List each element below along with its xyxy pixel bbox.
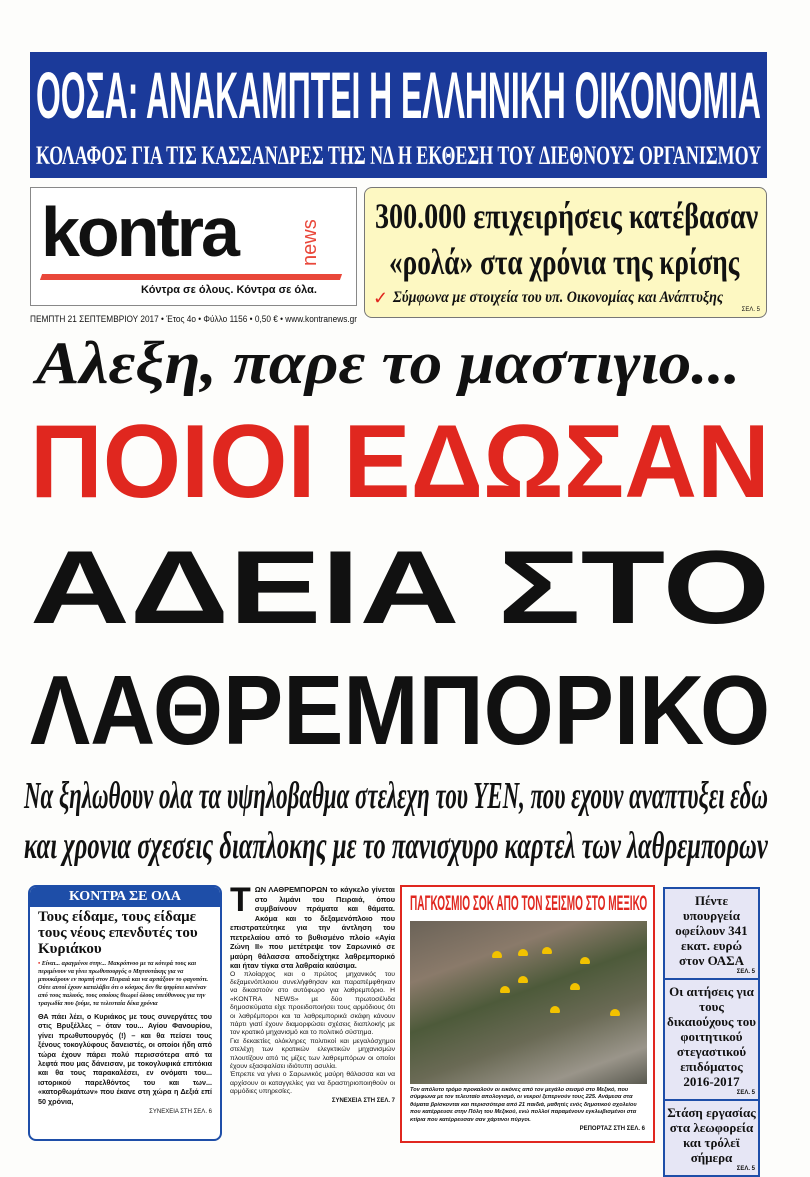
brief-text: Οι αιτήσεις για τους δικαιούχους του φοιτητικού στεγαστικού επιδόματος 2016-2017 (667, 984, 757, 1089)
photo-story[interactable] (400, 885, 655, 1143)
column-intro (30, 957, 220, 1008)
column-intro-text: Είναι... αραγμένοι στην... Μακρόπνοο με τα κότερά τους και περιμένουν να γίνει πρωθυπουργός ο Μητσοτάκης για να μπουκάρουν εν πομπή στον Πειραιά και να αρπάξουν το φαγοπότι. Ούτε αυτοί έχουν καταλάβει ότι ο κόσμος δεν θα ψηφίσει κανέναν από τους παλιούς, τους οποίους θεωρεί όλους υπεύθυνους για την τραγωδία που ζούμε, τα τελευταία δέκα χρόνια (38, 960, 209, 1007)
logo-underline (40, 274, 342, 280)
teaser-line2: «ρολά» στα χρόνια της κρίσης (389, 242, 740, 282)
column-body: ΘΑ πάει λέει, ο Κυριάκος με τους συνεργάτες του στις Βρυξέλλες – όταν του... Αγίου Φανουρίου, γίνει πρωθυπουργός (!) – και θα πείσει τους ξένους τοκογλύφους δανειστές, οι οποίοι ήδη από τώρα έχουν πάρει πολύ περισσότερα από τα λεφτά που μας δάνεισαν, με τοκογλυφικά επιτόκια και θα τους παρακαλέσει, εν ονόματι του... ιστορικού παρελθόντος του και των... «κατορθωμάτων» που έκανε στη χώρα η Δεξιά επί 50 χρόνια, (38, 1012, 212, 1106)
photo-continued[interactable]: ΡΕΠΟΡΤΑΖ ΣΤΗ ΣΕΛ. 6 (579, 1126, 645, 1133)
brief-page: ΣΕΛ. 5 (736, 969, 755, 975)
banner-headline: ΟΟΣΑ: ΑΝΑΚΑΜΠΤΕΙ Η ΕΛΛΗΝΙΚΗ ΟΙΚΟΝΟΜΙΑ (36, 58, 761, 132)
logo-wordmark: kontra (41, 193, 237, 271)
teaser-sub: Σύμφωνα με στοιχεία του υπ. Οικονομίας και Ανάπτυξης (393, 289, 724, 306)
teaser-line1: 300.000 επιχειρήσεις κατέβασαν (375, 196, 759, 236)
brief-item[interactable] (665, 1101, 758, 1175)
lead-bold: ΩΝ ΛΑΘΡΕΜΠΟΡΩΝ το κάγκελο γίνεται στο λιμάνι του Πειραιά, όπου συμβαίνουν πράματα και θάματα. Ακόμα και το δεξαμενόπλοιο που επιστρατεύτηκε για την άντληση του πετρελαίου από το βυθισμένο πλοίο «Αγία Ζώνη ΙΙ» που μετέτρεψε τον Σαρωνικό σε μαύρη θάλασσα αποδείχτηκε λαθρεμπορικό και ήταν τίγκα στα λαθραία καύσιμα. (230, 885, 395, 970)
logo-suffix: news (299, 219, 321, 266)
brief-text: Πέντε υπουργεία οφείλουν 341 εκατ. ευρώ στον ΟΑΣΑ (675, 893, 748, 968)
lead-continued[interactable]: ΣΥΝΕΧΕΙΑ ΣΤΗ ΣΕΛ. 7 (331, 1097, 395, 1104)
brief-page: ΣΕΛ. 5 (736, 1166, 755, 1172)
lead-p1: Ο πλοίαρχος και ο πρώτος μηχανικός του δεξαμενόπλοιου συνελήφθησαν και παραπέμφθηκαν να δικαστούν στο αυτόφωρο για λαθρεμπόριο. Η «KONTRA NEWS» με δύο πρωτοσέλιδα δημοσιεύματα είχε προειδοποιήσει τους αρμόδιους ότι οι λαθρέμποροι και τα λαθρεμπορικά σκάφη κάνουν πάρτι γιατί έχουν διαμορφώσει σχέσεις διαπλοκής με τον κρατικό μηχανισμό και το πολιτικό σύστημα. (230, 970, 395, 1037)
photo-title: ΠΑΓΚΟΣΜΙΟ ΣΟΚ ΑΠΟ ΤΟΝ ΣΕΙΣΜΟ ΣΤΟ ΜΕΞΙΚΟ (410, 892, 648, 915)
teaser-box[interactable] (364, 187, 767, 318)
lead-story (230, 881, 395, 1105)
masthead-logo[interactable] (30, 187, 357, 306)
brief-page: ΣΕΛ. 5 (736, 1090, 755, 1096)
lead-p3: Έπρεπε να γίνει ο Σαρωνικός μαύρη θάλασσα και να αρχίσουν οι καταγγελίες για να δραστηριοποιηθούν οι αρμόδιες υπηρεσίες. (230, 1071, 395, 1096)
slogan: Κόντρα σε όλους. Κόντρα σε όλα. (141, 284, 317, 296)
top-banner (30, 52, 767, 178)
kicker: Αλεξη, παρε το μαστιγιο... (36, 330, 741, 396)
lead-p2: Για δεκαετίες ολόκληρες πολιτικοί και μεγαλόσχημοι στελέχη των κρατικών ελεγκτικών μηχανισμών πλουτίζουν από τις μίζες των λαθρεμπόρων οι οποίοι έχουν εξασφαλίσει ιδιότυπη ασυλία. (230, 1037, 395, 1070)
main-headline-line1: ΠΟΙΟΙ ΕΔΩΣΑΝ (30, 404, 770, 520)
opinion-column[interactable] (28, 885, 222, 1141)
check-icon: ✓ (373, 288, 389, 308)
deck-line1: Να ξηλωθουν ολα τα υψηλοβαθμα στελεχη του ΥΕΝ, που εχουν αναπτυξει εδω (24, 775, 768, 817)
earthquake-rescue-photo (410, 921, 647, 1084)
photo-caption: Τον απόλυτο τρόμο προκαλούν οι εικόνες από τον μεγάλο σεισμό στο Μεξικό, που σύμφωνα με τον τελευταίο απολογισμό, οι νεκροί ξεπερνούν τους 225. Ανάμεσα στα θύματα βρίσκονται και περισσότερα από 21 παιδιά, μαθητές ενός δημοτικού σχολείου που κατέρρευσε στην Πόλη του Μεξικού, ενώ πολλοί παραμένουν εγκλωβισμένοι στα κτίρια που κατέρρευσαν σαν χάρτινοι πύργοι. (410, 1087, 637, 1123)
column-title: Τους είδαμε, τους είδαμε τους νέους επενδυτές του Κυριάκου (38, 909, 198, 957)
brief-item[interactable] (665, 889, 758, 980)
brief-text: Στάση εργασίας στα λεωφορεία και τρόλεϊ σήμερα (667, 1105, 756, 1165)
column-label: ΚΟΝΤΡΑ ΣΕ ΟΛΑ (30, 887, 220, 907)
deck-line2: και χρονια σχεσεις διαπλοκης με το πανισχυρο καρτελ των λαθρεμπορων (24, 825, 768, 867)
dateline: ΠΕΜΠΤΗ 21 ΣΕΠΤΕΜΒΡΙΟΥ 2017 • Έτος 4ο • Φύλλο 1156 • 0,50 € • www.kontranews.gr (30, 314, 357, 324)
dropcap: Τ (230, 881, 251, 919)
main-headline-line2: ΑΔΕΙΑ ΣΤΟ (30, 530, 771, 646)
bullet-icon: • (38, 960, 42, 967)
main-headline-line3: ΛΑΘΡΕΜΠΟΡΙΚΟ (30, 655, 771, 765)
briefs-column (663, 887, 760, 1177)
banner-subhead: ΚΟΛΑΦΟΣ ΓΙΑ ΤΙΣ ΚΑΣΣΑΝΔΡΕΣ ΤΗΣ ΝΔ Η ΕΚΘΕΣΗ ΤΟΥ ΔΙΕΘΝΟΥΣ ΟΡΓΑΝΙΣΜΟΥ (36, 141, 762, 170)
column-continued[interactable]: ΣΥΝΕΧΕΙΑ ΣΤΗ ΣΕΛ. 6 (149, 1109, 212, 1116)
brief-item[interactable] (665, 980, 758, 1101)
teaser-page: ΣΕΛ. 5 (741, 307, 760, 313)
